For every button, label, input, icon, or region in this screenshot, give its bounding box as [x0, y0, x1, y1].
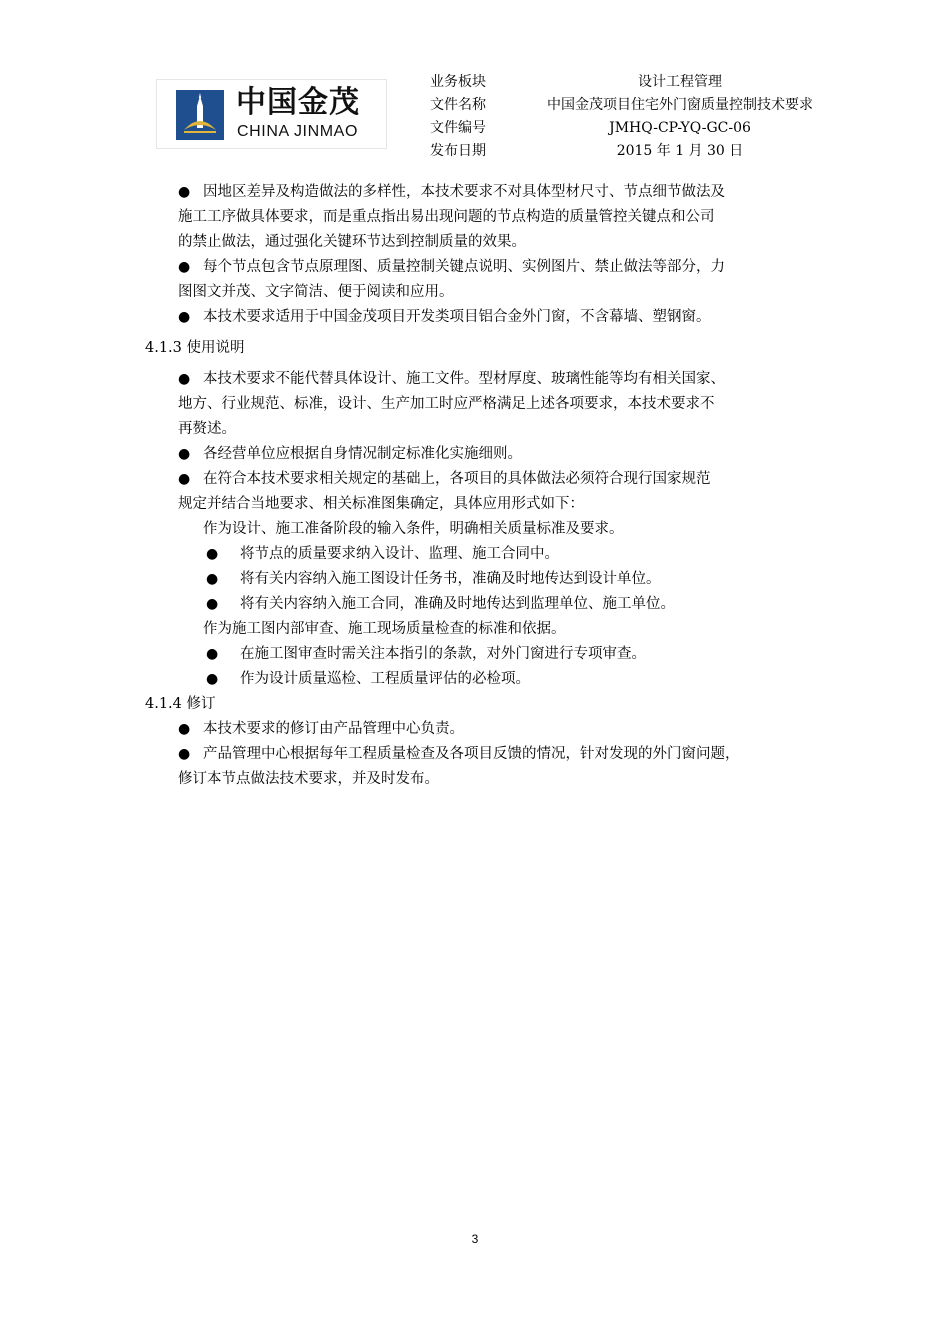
intro-line-4: 每个节点包含节点原理图、质量控制关键点说明、实例图片、禁止做法等部分，力	[203, 259, 725, 275]
usage-subitem-1: 将节点的质量要求纳入设计、监理、施工合同中。	[240, 546, 559, 562]
usage-subitem-5: 作为设计质量巡检、工程质量评估的必检项。	[240, 671, 530, 687]
bullet-icon: ●	[178, 471, 191, 487]
bullet-icon: ●	[178, 721, 191, 737]
header-value-business: 设计工程管理	[638, 74, 722, 90]
usage-line-6: 规定并结合当地要求、相关标准图集确定，具体应用形式如下：	[178, 496, 584, 512]
revision-line-2: 产品管理中心根据每年工程质量检查及各项目反馈的情况，针对发现的外门窗问题，	[203, 746, 740, 762]
intro-line-2: 施工工序做具体要求，而是重点指出易出现问题的节点构造的质量管控关键点和公司	[178, 209, 715, 225]
revision-line-3: 修订本节点做法技术要求，并及时发布。	[178, 771, 439, 787]
usage-line-1: 本技术要求不能代替具体设计、施工文件。型材厚度、玻璃性能等均有相关国家、	[203, 371, 725, 387]
section-heading-4-1-3: 4.1.3 使用说明	[145, 340, 245, 356]
bullet-icon: ●	[206, 571, 219, 587]
bullet-icon: ●	[178, 309, 191, 325]
usage-line-5: 在符合本技术要求相关规定的基础上，各项目的具体做法必须符合现行国家规范	[203, 471, 711, 487]
intro-line-1: 因地区差异及构造做法的多样性，本技术要求不对具体型材尺寸、节点细节做法及	[203, 184, 725, 200]
section-heading-4-1-4: 4.1.4 修订	[145, 696, 216, 712]
bullet-icon: ●	[206, 546, 219, 562]
bullet-icon: ●	[178, 371, 191, 387]
bullet-icon: ●	[178, 184, 191, 200]
bullet-icon: ●	[206, 646, 219, 662]
intro-line-6: 本技术要求适用于中国金茂项目开发类项目铝合金外门窗，不含幕墙、塑钢窗。	[203, 309, 711, 325]
header-label-business: 业务板块	[430, 74, 486, 90]
bullet-icon: ●	[178, 446, 191, 462]
usage-line-2: 地方、行业规范、标准，设计、生产加工时应严格满足上述各项要求，本技术要求不	[178, 396, 715, 412]
company-logo	[156, 79, 387, 149]
header-value-filenumber: JMHQ-CP-YQ-GC-06	[609, 120, 751, 136]
usage-subheading-1: 作为设计、施工准备阶段的输入条件，明确相关质量标准及要求。	[203, 521, 624, 537]
bullet-icon: ●	[178, 259, 191, 275]
bullet-icon: ●	[206, 596, 219, 612]
revision-line-1: 本技术要求的修订由产品管理中心负责。	[203, 721, 464, 737]
jinmao-emblem-icon	[176, 90, 224, 140]
bullet-icon: ●	[206, 671, 219, 687]
bullet-icon: ●	[178, 746, 191, 762]
usage-subitem-4: 在施工图审查时需关注本指引的条款，对外门窗进行专项审查。	[240, 646, 646, 662]
header-label-filename: 文件名称	[430, 97, 486, 113]
intro-line-5: 图图文并茂、文字简洁、便于阅读和应用。	[178, 284, 454, 300]
usage-line-4: 各经营单位应根据自身情况制定标准化实施细则。	[203, 446, 522, 462]
usage-subitem-2: 将有关内容纳入施工图设计任务书，准确及时地传达到设计单位。	[240, 571, 661, 587]
header-label-date: 发布日期	[430, 143, 486, 159]
logo-english-name: CHINA JINMAO	[237, 123, 358, 140]
intro-line-3: 的禁止做法，通过强化关键环节达到控制质量的效果。	[178, 234, 526, 250]
header-value-date: 2015 年 1 月 30 日	[616, 143, 744, 159]
usage-subitem-3: 将有关内容纳入施工合同，准确及时地传达到监理单位、施工单位。	[240, 596, 675, 612]
page-number: 3	[471, 1232, 479, 1246]
header-label-filenumber: 文件编号	[430, 120, 486, 136]
logo-chinese-name: 中国金茂	[236, 85, 360, 120]
usage-line-3: 再赘述。	[178, 421, 236, 437]
header-value-filename: 中国金茂项目住宅外门窗质量控制技术要求	[547, 97, 813, 113]
usage-subheading-2: 作为施工图内部审查、施工现场质量检查的标准和依据。	[203, 621, 566, 637]
